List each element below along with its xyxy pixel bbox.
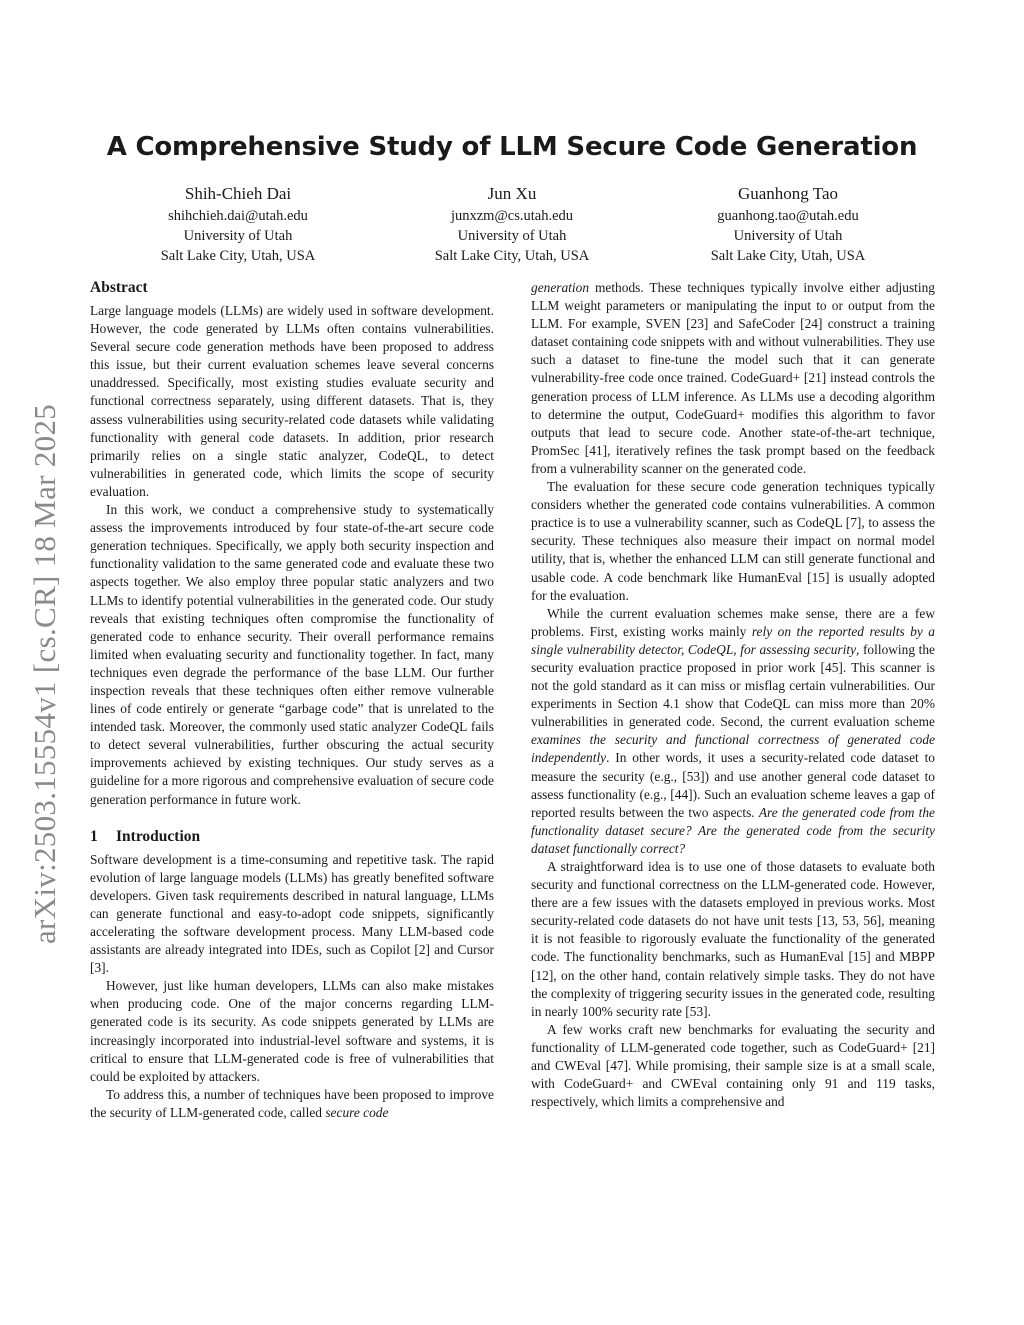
author-name: Shih-Chieh Dai (184, 184, 292, 203)
body-paragraph (531, 605, 935, 858)
right-column (531, 279, 935, 1111)
author-affiliation: University of Utah (183, 228, 293, 244)
author-email: shihchieh.dai@utah.edu (168, 208, 308, 224)
author-affiliation: University of Utah (457, 228, 567, 244)
body-text: While the current evaluation schemes make sense, there are a few problems. First, existing works mainly (531, 605, 935, 639)
emphasis-text: secure code (325, 1104, 389, 1120)
body-paragraph: A few works craft new benchmarks for evaluating the security and functionality of LLM-generated code together, such as CodeGuard+ [21] and CWEval [47]. While promising, their sample size is at a small scale, with CodeGuard+ and CWEval containing only 91 and 119 tasks, respectively, which limits a comprehensive and (531, 1021, 935, 1110)
body-text: . In other words, it uses a security-related code dataset to measure the security (e.g., [53]) and use another general code dataset to assess functionality (e.g., [44]). Such an evaluation scheme leaves a gap of reported results between the two aspects. (531, 750, 935, 820)
body-text: To address this, a number of techniques have been proposed to improve the security of LLM-generated code, called (90, 1086, 494, 1120)
paper-title: A Comprehensive Study of LLM Secure Code Generation (106, 132, 918, 162)
body-paragraph: The evaluation for these secure code generation techniques typically considers whether the generated code contains vulnerabilities. A common practice is to use a vulnerability scanner, such as CodeQL [7], to assess the security. These techniques also measure their impact on normal model utility, that is, whether the enhanced LLM can still generate functional and usable code. A code benchmark like HumanEval [15] is usually adopted for the evaluation. (531, 479, 935, 603)
author-name: Jun Xu (487, 184, 537, 203)
author-email: guanhong.tao@utah.edu (717, 208, 859, 224)
body-paragraph: Software development is a time-consuming and repetitive task. The rapid evolution of large language models (LLMs) has greatly benefited software developers. Given task requirements described in natural language, LLMs can generate functional and easy-to-adopt code snippets, significantly accelerating the software development process. Many LLM-based code assistants are already integrated into IDEs, such as Copilot [2] and Cursor [3]. (90, 851, 494, 976)
arxiv-stamp: arXiv:2503.15554v1 [cs.CR] 18 Mar 2025 (27, 403, 62, 944)
author-location: Salt Lake City, Utah, USA (710, 248, 866, 264)
body-paragraph (90, 1086, 494, 1122)
body-text: , following the security evaluation practice proposed in prior work [45]. This scanner is not the gold standard as it can miss or misflag certain vulnerabilities. Our experiments in Section 4.1 show that CodeQL can miss more than 20% vulnerabilities in generated code. Second, the current evaluation scheme (531, 641, 935, 730)
emphasis-text: Are the generated code from the functionality dataset secure? Are the generated code from the security dataset functionally correct? (531, 804, 935, 856)
left-column (90, 278, 494, 1122)
author-email: junxzm@cs.utah.edu (450, 208, 574, 224)
author-block (372, 183, 652, 266)
introduction-heading (90, 827, 494, 847)
abstract-paragraph: Large language models (LLMs) are widely used in software development. However, the code generated by LLMs often contains vulnerabilities. Several secure code generation methods have been proposed to address this issue, but their current evaluation schemes leave several concerns unaddressed. Specifically, most existing studies evaluate security and functional correctness separately, using different datasets. That is, they assess vulnerabilities using security-related code datasets while validating functionality with general code datasets. In addition, prior research primarily relies on a single static analyzer, CodeQL, to detect vulnerabilities in generated code, which limits the scope of security evaluation. (90, 303, 494, 499)
body-paragraph: A straightforward idea is to use one of those datasets to evaluate both security and functional correctness on the LLM-generated code. However, there are a few issues with the datasets employed in previous works. Most security-related code datasets do not have unit tests [13, 53, 56], meaning it is not feasible to rigorously evaluate the functionality of the generated code. The functionality benchmarks, such as HumanEval [15] and MBPP [12], on the other hand, contain relatively simple tasks. They do not have the complexity of triggering security issues in the generated code, resulting in nearly 100% security rate [53]. (531, 859, 935, 1019)
author-name: Guanhong Tao (737, 184, 838, 203)
body-paragraph: However, just like human developers, LLMs can also make mistakes when producing code. One of the major concerns regarding LLM-generated code is its security. As code snippets generated by LLMs are increasingly incorporated into industrial-level software and systems, it is critical to ensure that LLM-generated code is free of vulnerabilities that could be exploited by attackers. (90, 978, 494, 1084)
author-affiliation: University of Utah (733, 228, 843, 244)
author-block (98, 183, 378, 266)
abstract-heading: Abstract (90, 279, 148, 296)
emphasis-text: generation (531, 280, 590, 295)
body-paragraph (531, 279, 935, 478)
abstract-paragraph: In this work, we conduct a comprehensive study to systematically assess the improvements introduced by four state-of-the-art secure code generation techniques. Specifically, we apply both security inspection and functionality validation to the same generated code and evaluate these two aspects together. We also employ three popular static analyzers and two LLMs to identify potential vulnerabilities in the generated code. Our study reveals that existing techniques often compromise the functionality of generated code to enhance security. Their overall performance remains limited when evaluating security and functionality together. In fact, many techniques even degrade the performance of the base LLM. Our further inspection reveals that these techniques often either remove vulnerable lines of code entirely or generate “garbage code” that is unrelated to the intended task. Moreover, the commonly used static analyzer CodeQL fails to detect several vulnerabilities, further obscuring the actual security improvements achieved by existing techniques. Our study serves as a guideline for a more rigorous and comprehensive evaluation of secure code generation performance in future work. (90, 502, 494, 807)
body-text: methods. These techniques typically involve either adjusting LLM weight parameters or manipulating the input to or output from the LLM. For example, SVEN [23] and SafeCoder [24] construct a training dataset containing code snippets with and without vulnerabilities. They use such a dataset to fine-tune the model such that it can generate vulnerability-free code once trained. CodeGuard+ [21] instead controls the generation process of LLM inference. As LLMs use a decoding algorithm to determine the output, CodeGuard+ modifies this algorithm to favor outputs that lead to secure code. Another state-of-the-art technique, PromSec [41], iteratively refines the task prompt based on the feedback from a vulnerability scanner on the generated code. (531, 280, 935, 476)
author-location: Salt Lake City, Utah, USA (160, 248, 316, 264)
emphasis-text: rely on the reported results by a single vulnerability detector, CodeQL, for assessing security (531, 623, 935, 657)
author-location: Salt Lake City, Utah, USA (434, 248, 590, 264)
section-title: Introduction (116, 827, 201, 845)
author-block (648, 183, 928, 266)
emphasis-text: examines the security and functional correctness of generated code independently (531, 732, 935, 766)
section-number: 1 (90, 827, 98, 845)
